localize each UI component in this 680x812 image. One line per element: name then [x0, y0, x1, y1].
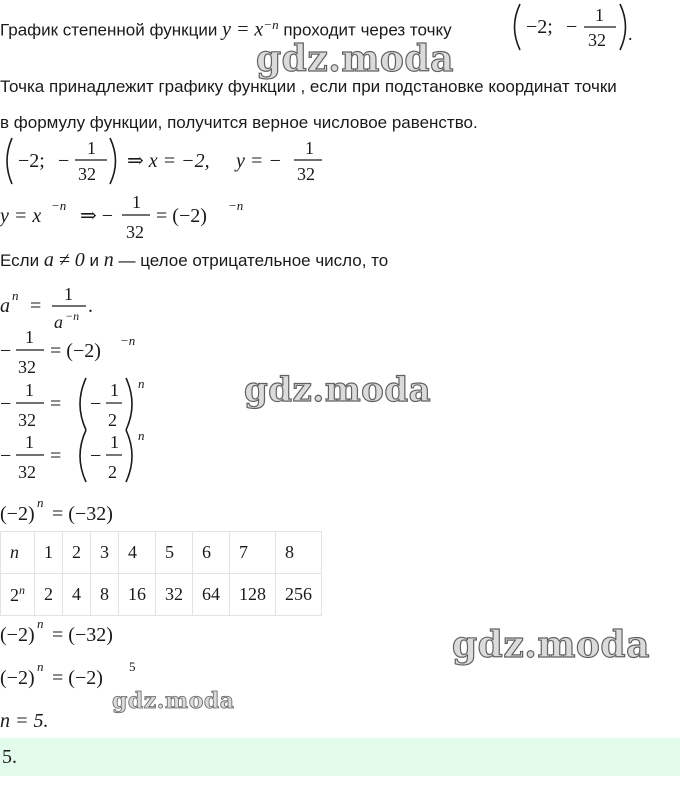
svg-text:2: 2	[108, 462, 117, 482]
svg-text:1: 1	[110, 380, 119, 400]
svg-text:−n: −n	[51, 198, 67, 213]
svg-text:−: −	[0, 393, 12, 415]
table-cell: 2	[63, 532, 91, 574]
negative-exponent-rule	[0, 280, 120, 330]
table-cell: 256	[276, 574, 322, 616]
answer-box	[0, 738, 680, 776]
svg-text:(−2): (−2)	[0, 667, 35, 689]
table-cell: 64	[193, 574, 230, 616]
svg-text:= (−2): = (−2)	[156, 205, 207, 227]
svg-text:−: −	[0, 445, 12, 467]
table-cell: 8	[276, 532, 322, 574]
rule-condition-a: a ≠ 0	[43, 249, 85, 271]
svg-text:=: =	[50, 445, 62, 467]
table-cell: 4	[63, 574, 91, 616]
equation-f	[0, 658, 160, 692]
powers-of-two-table	[0, 531, 322, 616]
svg-text:1: 1	[64, 284, 73, 304]
rule-text-b: и	[89, 251, 100, 270]
svg-text:= (−32): = (−32)	[52, 503, 113, 525]
equation-c	[0, 424, 170, 488]
point-x: −2;	[526, 16, 553, 38]
svg-text:= (−32): = (−32)	[52, 624, 113, 646]
intro-function-exponent: −n	[263, 17, 279, 32]
svg-text:−n: −n	[120, 333, 136, 348]
svg-text:1: 1	[110, 432, 119, 452]
svg-text:= (−2): = (−2)	[50, 340, 101, 362]
svg-text:n: n	[12, 288, 19, 303]
svg-text:−: −	[566, 16, 578, 38]
rule-text-c: — целое отрицательное число, то	[118, 251, 389, 270]
equation-e	[0, 615, 160, 649]
svg-text:n: n	[37, 616, 44, 631]
table-cell: 6	[193, 532, 230, 574]
answer-value: 5.	[2, 746, 17, 768]
svg-text:32: 32	[126, 222, 144, 242]
svg-text:⇒ −: ⇒ −	[80, 205, 114, 227]
watermark-logo-3: gdz.moda	[452, 624, 650, 666]
table-cell: 16	[119, 574, 156, 616]
svg-text:1: 1	[25, 327, 34, 347]
svg-text:−: −	[90, 393, 102, 415]
svg-text:32: 32	[18, 462, 36, 482]
svg-text:32: 32	[78, 164, 96, 184]
table-cell: 7	[230, 532, 276, 574]
svg-text:=: =	[30, 295, 42, 317]
equation-a	[0, 327, 160, 377]
table-cell: n	[1, 532, 35, 574]
svg-text:1: 1	[87, 138, 96, 158]
svg-text:−: −	[90, 445, 102, 467]
svg-text:(−2): (−2)	[0, 503, 35, 525]
svg-text:32: 32	[18, 410, 36, 430]
svg-text:−2;: −2;	[18, 150, 45, 172]
svg-text:n: n	[37, 495, 44, 510]
point-end: .	[628, 24, 633, 44]
equation-d	[0, 494, 160, 528]
svg-text:.: .	[88, 295, 93, 317]
svg-text:1: 1	[305, 138, 314, 158]
svg-text:a: a	[0, 295, 10, 317]
explanation-line-2: в формулу функции, получится верное числовое равенство.	[0, 113, 478, 132]
svg-text:= (−2): = (−2)	[52, 667, 103, 689]
svg-text:1: 1	[25, 432, 34, 452]
point-substitution	[0, 134, 340, 190]
rule-line	[0, 249, 388, 272]
table-cell: 1	[35, 532, 63, 574]
svg-text:⇒ x = −2,: ⇒ x = −2,	[127, 150, 210, 172]
table-cell: 2$^n$	[1, 574, 35, 616]
svg-text:1: 1	[132, 192, 141, 212]
table-cell: 4	[119, 532, 156, 574]
point-numerator: 1	[595, 5, 604, 25]
svg-text:−: −	[0, 340, 12, 362]
svg-text:32: 32	[18, 357, 36, 377]
table-row-powers	[1, 574, 322, 616]
watermark-logo-2: gdz.moda	[244, 370, 432, 410]
table-row-n	[1, 532, 322, 574]
explanation-line-1: Точка принадлежит графику функции , если при подстановке координат точки	[0, 77, 617, 96]
svg-text:−: −	[58, 150, 70, 172]
rule-text-a: Если	[0, 251, 40, 270]
intro-through: проходит через точку	[283, 20, 452, 40]
svg-text:y = −: y = −	[236, 150, 282, 172]
watermark-logo-4: gdz.moda	[112, 688, 235, 714]
table-cell: 8	[91, 574, 119, 616]
table-cell: 3	[91, 532, 119, 574]
svg-text:n: n	[138, 376, 145, 391]
intro-point-formula	[506, 0, 646, 56]
point-denominator: 32	[588, 30, 606, 50]
table-cell: 2	[35, 574, 63, 616]
table-cell: 5	[156, 532, 193, 574]
svg-text:1: 1	[25, 380, 34, 400]
svg-text:n: n	[37, 659, 44, 674]
solution-value: n = 5.	[0, 710, 49, 732]
table-cell: 32	[156, 574, 193, 616]
svg-text:−n: −n	[65, 309, 80, 323]
svg-text:32: 32	[297, 164, 315, 184]
substitution-equation	[0, 192, 260, 242]
svg-text:5: 5	[129, 659, 136, 674]
intro-function: y = x	[222, 18, 264, 41]
svg-text:(−2): (−2)	[0, 624, 35, 646]
svg-text:−n: −n	[228, 198, 244, 213]
svg-text:y = x: y = x	[0, 205, 42, 227]
table-cell: 128	[230, 574, 276, 616]
watermark-logo: gdz.moda	[256, 38, 454, 80]
svg-text:n: n	[138, 428, 145, 443]
rule-condition-n: n	[103, 249, 114, 271]
svg-text:2: 2	[108, 410, 117, 430]
intro-text: График степенной функции	[0, 20, 218, 40]
svg-text:a: a	[54, 312, 63, 330]
svg-text:=: =	[50, 393, 62, 415]
